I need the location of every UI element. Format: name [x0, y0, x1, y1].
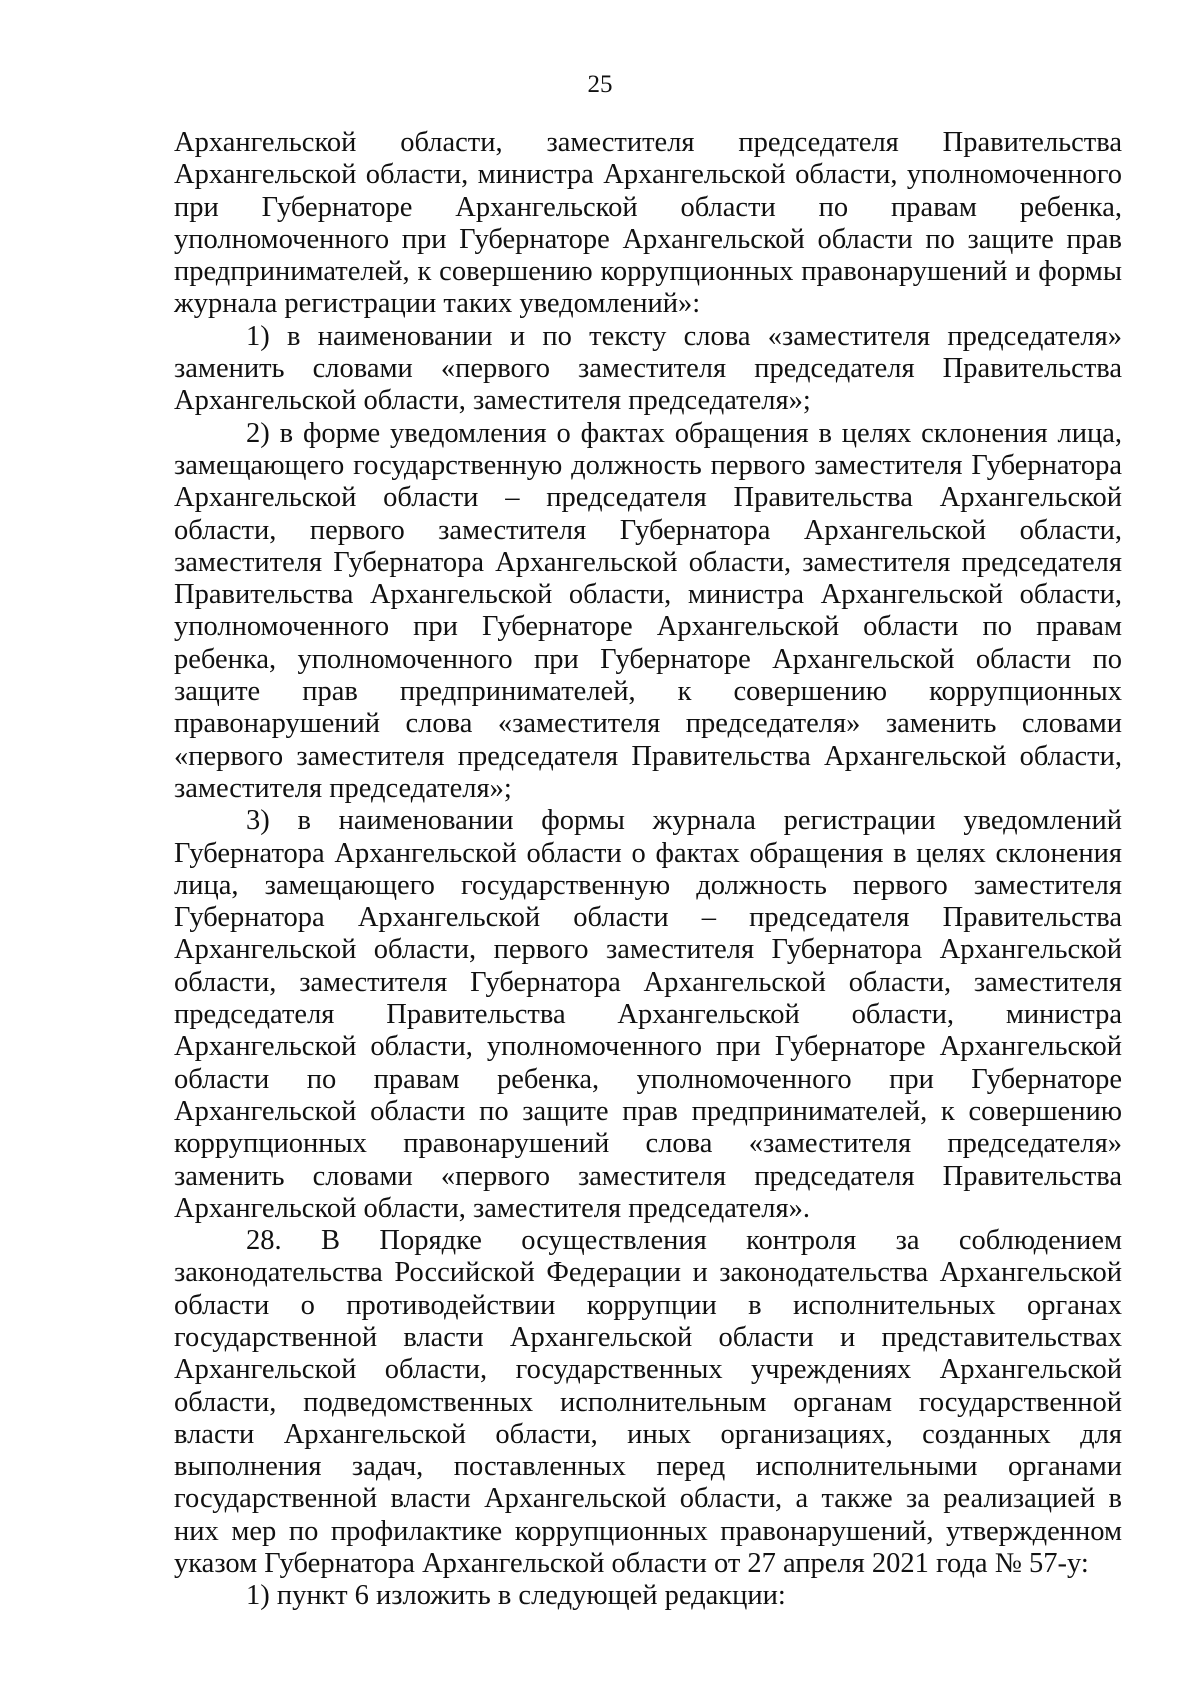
page-number: 25	[587, 71, 613, 98]
document-body	[174, 127, 1122, 1613]
paragraph-section-28: 28. В Порядке осуществления контроля за соблюдением законодательства Российской Федерации и законодательства Архангельской области о противодействии коррупции в исполнительных органах государственной власти Архангельской области и представительствах Архангельской области, государственных учреждениях Архангельской области, подведомственных исполнительным органам государственной власти Архангельской области, иных организациях, созданных для выполнения задач, поставленных перед исполнительными органами государственной власти Архангельской области, а также за реализацией в них мер по профилактике коррупционных правонарушений, утвержденном указом Губернатора Архангельской области от 27 апреля 2021 года № 57-у:	[174, 1225, 1122, 1580]
paragraph-intro-continuation: Архангельской области, заместителя председателя Правительства Архангельской области, министра Архангельской области, уполномоченного при Губернаторе Архангельской области по правам ребенка, уполномоченного при Губернаторе Архангельской области по защите прав предпринимателей, к совершению коррупционных правонарушений и формы журнала регистрации таких уведомлений»:	[174, 127, 1122, 320]
paragraph-section-28-item-1: 1) пункт 6 изложить в следующей редакции:	[246, 1580, 786, 1612]
paragraph-item-3: 3) в наименовании формы журнала регистрации уведомлений Губернатора Архангельской области о фактах обращения в целях склонения лица, замещающего государственную должность первого заместителя Губернатора Архангельской области – председателя Правительства Архангельской области, первого заместителя Губернатора Архангельской области, заместителя Губернатора Архангельской области, заместителя председателя Правительства Архангельской области, министра Архангельской области, уполномоченного при Губернаторе Архангельской области по правам ребенка, уполномоченного при Губернаторе Архангельской области по защите прав предпринимателей, к совершению коррупционных правонарушений слова «заместителя председателя» заменить словами «первого заместителя председателя Правительства Архангельской области, заместителя председателя».	[174, 805, 1122, 1224]
paragraph-item-2: 2) в форме уведомления о фактах обращения в целях склонения лица, замещающего государственную должность первого заместителя Губернатора Архангельской области – председателя Правительства Архангельской области, первого заместителя Губернатора Архангельской области, заместителя Губернатора Архангельской области, заместителя председателя Правительства Архангельской области, министра Архангельской области, уполномоченного при Губернаторе Архангельской области по правам ребенка, уполномоченного при Губернаторе Архангельской области по защите прав предпринимателей, к совершению коррупционных правонарушений слова «заместителя председателя» заменить словами «первого заместителя председателя Правительства Архангельской области, заместителя председателя»;	[174, 417, 1122, 804]
paragraph-item-1: 1) в наименовании и по тексту слова «заместителя председателя» заменить словами «первого заместителя председателя Правительства Архангельской области, заместителя председателя»;	[174, 320, 1122, 417]
